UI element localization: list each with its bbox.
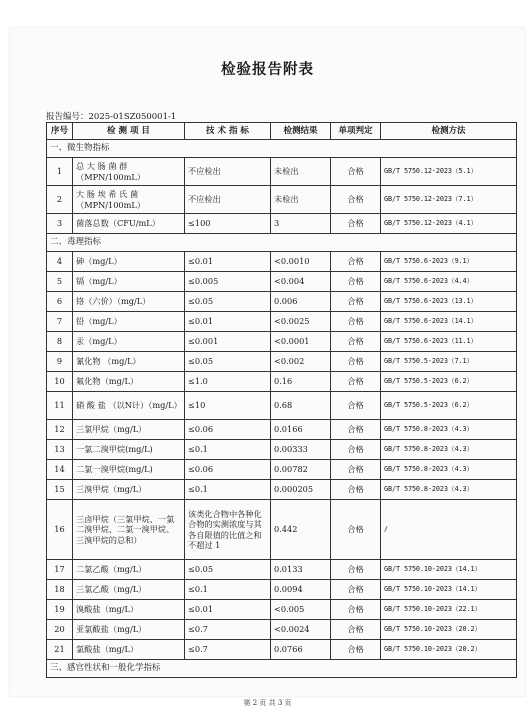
row-judge: 合格 (331, 420, 381, 440)
table-row (47, 292, 517, 312)
row-result: <0.005 (271, 600, 331, 620)
row-judge: 合格 (331, 580, 381, 600)
row-method: GB/T 5750.10-2023（14.1） (381, 580, 517, 600)
row-no: 11 (47, 392, 73, 420)
row-result: 未检出 (271, 158, 331, 186)
row-no: 9 (47, 352, 73, 372)
row-judge: 合格 (331, 480, 381, 500)
row-judge: 合格 (331, 640, 381, 660)
table-row (47, 186, 517, 214)
table-row (47, 640, 517, 660)
row-no: 5 (47, 272, 73, 292)
row-result: <0.0001 (271, 332, 331, 352)
row-result: 0.68 (271, 392, 331, 420)
row-item: 砷（mg/L） (73, 252, 185, 272)
row-method: GB/T 5750.6-2023（9.1） (381, 252, 517, 272)
row-no: 13 (47, 440, 73, 460)
row-method: GB/T 5750.10-2023（20.2） (381, 620, 517, 640)
row-judge: 合格 (331, 600, 381, 620)
row-method: GB/T 5750.12-2023（4.1） (381, 214, 517, 234)
row-limit: 不应检出 (185, 158, 271, 186)
table-row (47, 158, 517, 186)
row-method: GB/T 5750.10-2023（22.1） (381, 600, 517, 620)
section-row (47, 234, 517, 252)
row-no: 7 (47, 312, 73, 332)
row-item: 氰化物 （mg/L） (73, 352, 185, 372)
row-no: 20 (47, 620, 73, 640)
row-method: GB/T 5750.6-2023（13.1） (381, 292, 517, 312)
header-method: 检测方法 (381, 123, 517, 140)
row-method: GB/T 5750.5-2023（6.2） (381, 372, 517, 392)
row-result: 0.16 (271, 372, 331, 392)
table-row (47, 372, 517, 392)
row-limit: ≤0.05 (185, 292, 271, 312)
row-method: GB/T 5750.5-2023（6.2） (381, 392, 517, 420)
row-method: GB/T 5750.5-2023（7.1） (381, 352, 517, 372)
row-judge: 合格 (331, 252, 381, 272)
row-item: 一氯二溴甲烷(mg/L) (73, 440, 185, 460)
table-row (47, 392, 517, 420)
table-row (47, 500, 517, 560)
row-limit: 该类化合物中各种化合物的实测浓度与其各自限值的比值之和不超过 1 (185, 500, 271, 560)
row-no: 2 (47, 186, 73, 214)
row-no: 18 (47, 580, 73, 600)
row-judge: 合格 (331, 214, 381, 234)
table-row (47, 332, 517, 352)
row-item: 三溴甲烷（mg/L） (73, 480, 185, 500)
row-no: 8 (47, 332, 73, 352)
row-result: <0.004 (271, 272, 331, 292)
row-limit: ≤10 (185, 392, 271, 420)
row-judge: 合格 (331, 312, 381, 332)
row-item: 二氯一溴甲烷(mg/L) (73, 460, 185, 480)
row-no: 12 (47, 420, 73, 440)
section-title: 三、感官性状和一般化学指标 (47, 660, 517, 678)
row-judge: 合格 (331, 440, 381, 460)
row-result: 0.00782 (271, 460, 331, 480)
row-method: GB/T 5750.12-2023（5.1） (381, 158, 517, 186)
row-result: <0.002 (271, 352, 331, 372)
row-item: 硝 酸 盐 （以N计）（mg/L） (73, 392, 185, 420)
row-no: 10 (47, 372, 73, 392)
row-judge: 合格 (331, 620, 381, 640)
report-number: 报告编号：2025-01SZ050001-1 (46, 112, 177, 122)
row-limit: ≤0.1 (185, 480, 271, 500)
inspection-table (46, 122, 517, 678)
row-result: 0.442 (271, 500, 331, 560)
section-row (47, 140, 517, 158)
row-judge: 合格 (331, 352, 381, 372)
document-page (10, 28, 525, 707)
table-row (47, 420, 517, 440)
row-limit: ≤0.7 (185, 640, 271, 660)
row-no: 4 (47, 252, 73, 272)
row-method: GB/T 5750.6-2023（11.1） (381, 332, 517, 352)
row-result: 3 (271, 214, 331, 234)
row-item: 亚氯酸盐（mg/L） (73, 620, 185, 640)
row-judge: 合格 (331, 372, 381, 392)
row-item: 三氯乙酸（mg/L） (73, 580, 185, 600)
row-limit: ≤100 (185, 214, 271, 234)
row-item: 总 大 肠 菌 群（MPN/100mL） (73, 158, 185, 186)
row-method: GB/T 5750.8-2023（4.3） (381, 460, 517, 480)
row-no: 15 (47, 480, 73, 500)
header-judge: 单项判定 (331, 123, 381, 140)
header-limit: 技 术 指 标 (185, 123, 271, 140)
row-method: / (381, 500, 517, 560)
row-no: 21 (47, 640, 73, 660)
row-item: 镉（mg/L） (73, 272, 185, 292)
row-method: GB/T 5750.8-2023（4.3） (381, 440, 517, 460)
row-no: 3 (47, 214, 73, 234)
header-no: 序号 (47, 123, 73, 140)
row-limit: ≤0.001 (185, 332, 271, 352)
row-limit: ≤0.1 (185, 580, 271, 600)
row-judge: 合格 (331, 460, 381, 480)
row-limit: ≤0.01 (185, 252, 271, 272)
row-judge: 合格 (331, 292, 381, 312)
row-no: 14 (47, 460, 73, 480)
row-judge: 合格 (331, 272, 381, 292)
row-limit: ≤0.05 (185, 352, 271, 372)
row-no: 1 (47, 158, 73, 186)
table-row (47, 440, 517, 460)
row-judge: 合格 (331, 186, 381, 214)
row-judge: 合格 (331, 500, 381, 560)
row-result: 未检出 (271, 186, 331, 214)
header-result: 检测结果 (271, 123, 331, 140)
row-result: 0.0766 (271, 640, 331, 660)
row-item: 铬（六价）（mg/L） (73, 292, 185, 312)
row-item: 铅（mg/L） (73, 312, 185, 332)
row-item: 氯酸盐（mg/L） (73, 640, 185, 660)
row-method: GB/T 5750.12-2023（7.1） (381, 186, 517, 214)
row-method: GB/T 5750.10-2023（20.2） (381, 640, 517, 660)
table-row (47, 600, 517, 620)
table-row (47, 620, 517, 640)
section-row (47, 660, 517, 678)
row-limit: ≤0.01 (185, 312, 271, 332)
row-limit: ≤1.0 (185, 372, 271, 392)
row-no: 16 (47, 500, 73, 560)
row-method: GB/T 5750.10-2023（14.1） (381, 560, 517, 580)
row-limit: ≤0.7 (185, 620, 271, 640)
section-title: 二、毒理指标 (47, 234, 517, 252)
row-item: 菌落总数（CFU/mL） (73, 214, 185, 234)
row-method: GB/T 5750.8-2023（4.3） (381, 480, 517, 500)
row-result: <0.0024 (271, 620, 331, 640)
row-limit: ≤0.1 (185, 440, 271, 460)
row-item: 大 肠 埃 希 氏 菌（MPN/100mL） (73, 186, 185, 214)
row-judge: 合格 (331, 332, 381, 352)
row-no: 6 (47, 292, 73, 312)
row-result: <0.0025 (271, 312, 331, 332)
row-result: 0.00333 (271, 440, 331, 460)
row-judge: 合格 (331, 158, 381, 186)
section-title: 一、微生物指标 (47, 140, 517, 158)
table-row (47, 214, 517, 234)
table-row (47, 312, 517, 332)
row-item: 氟化物（mg/L） (73, 372, 185, 392)
row-limit: ≤0.05 (185, 560, 271, 580)
row-result: <0.0010 (271, 252, 331, 272)
row-limit: ≤0.06 (185, 420, 271, 440)
page-title: 检验报告附表 (221, 62, 314, 78)
row-item: 溴酸盐（mg/L） (73, 600, 185, 620)
row-limit: 不应检出 (185, 186, 271, 214)
row-item: 三卤甲烷（三氯甲烷、一氯二溴甲烷、二氯一溴甲烷、三溴甲烷的总和） (73, 500, 185, 560)
row-result: 0.0166 (271, 420, 331, 440)
row-method: GB/T 5750.6-2023（4.4） (381, 272, 517, 292)
row-result: 0.0133 (271, 560, 331, 580)
row-no: 19 (47, 600, 73, 620)
row-item: 二氯乙酸（mg/L） (73, 560, 185, 580)
row-result: 0.0094 (271, 580, 331, 600)
row-no: 17 (47, 560, 73, 580)
table-row (47, 252, 517, 272)
row-judge: 合格 (331, 560, 381, 580)
table-header-row (47, 123, 517, 140)
row-result: 0.000205 (271, 480, 331, 500)
table-row (47, 560, 517, 580)
row-limit: ≤0.01 (185, 600, 271, 620)
row-limit: ≤0.005 (185, 272, 271, 292)
row-item: 三氯甲烷（mg/L） (73, 420, 185, 440)
page-footer: 第 2 页 共 3 页 (243, 699, 292, 707)
table-row (47, 352, 517, 372)
table-row (47, 272, 517, 292)
table-row (47, 460, 517, 480)
row-limit: ≤0.06 (185, 460, 271, 480)
row-method: GB/T 5750.8-2023（4.3） (381, 420, 517, 440)
row-judge: 合格 (331, 392, 381, 420)
header-item: 检 测 项 目 (73, 123, 185, 140)
row-result: 0.006 (271, 292, 331, 312)
table-row (47, 580, 517, 600)
row-item: 汞（mg/L） (73, 332, 185, 352)
table-row (47, 480, 517, 500)
row-method: GB/T 5750.6-2023（14.1） (381, 312, 517, 332)
